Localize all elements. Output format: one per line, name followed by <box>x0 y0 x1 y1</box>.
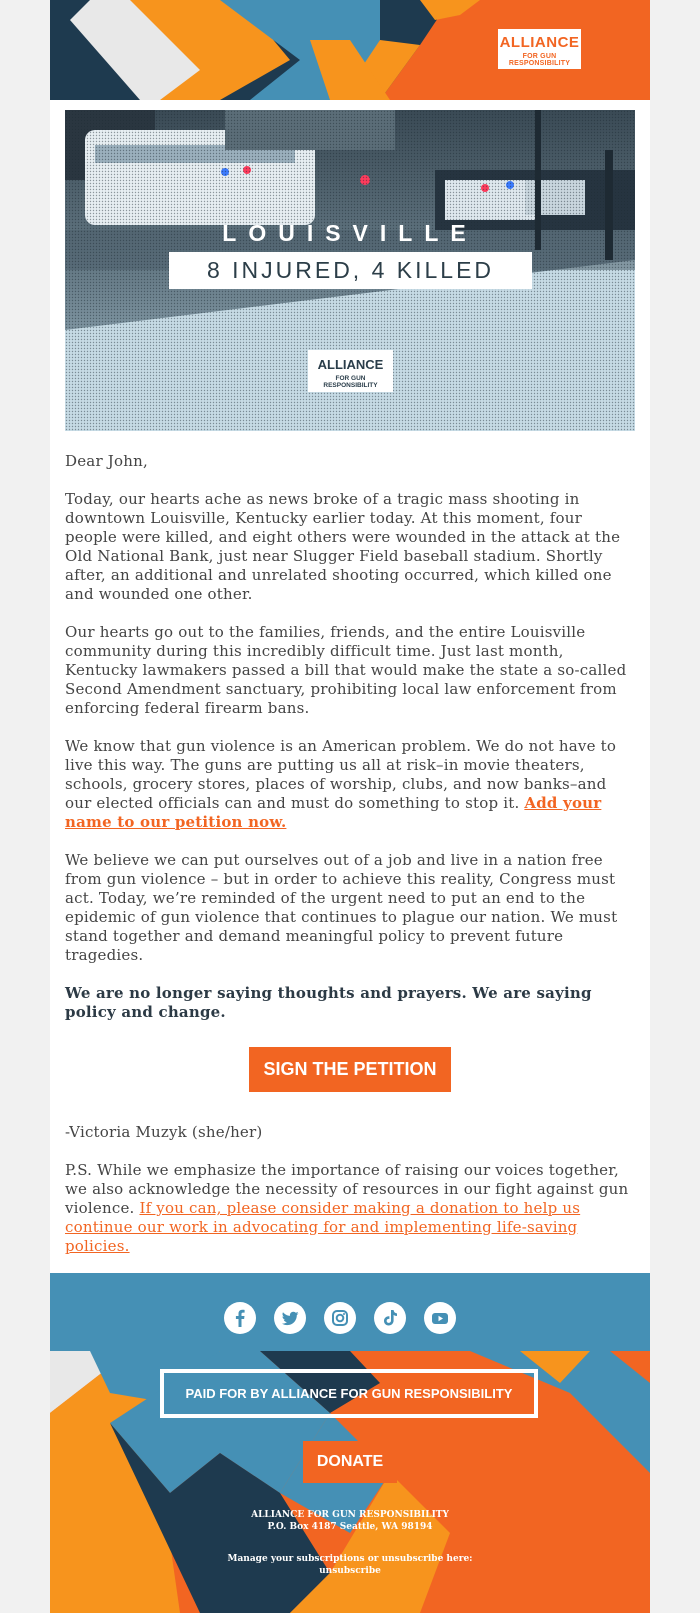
logo-sub-text: FOR GUN RESPONSIBILITY <box>508 53 571 67</box>
header-banner <box>50 0 650 100</box>
twitter-icon[interactable] <box>274 1302 306 1334</box>
unsubscribe-link[interactable]: unsubscribe <box>319 1566 381 1576</box>
greeting: Dear John, <box>65 452 148 470</box>
hero-image[interactable] <box>65 110 635 431</box>
hero-city: LOUISVILLE <box>222 220 478 246</box>
letter-closing <box>65 1123 635 1275</box>
paragraph-1: Today, our hearts ache as news broke of a tragic mass shooting in downtown Louisville, Kentucky earlier today. At this moment, four people were killed, and eight others were wounded in the attack at the Old National Bank, just near Slugger Field baseball stadium. Shortly after, an additional and unrelated shooting occurred, which killed one and wounded one other. <box>65 490 621 603</box>
tiktok-icon[interactable] <box>374 1302 406 1334</box>
signature: -Victoria Muzyk (she/her) <box>65 1123 263 1141</box>
postscript <box>65 1161 635 1256</box>
footer-org-name: ALLIANCE FOR GUN RESPONSIBILITY <box>251 1510 449 1520</box>
sign-petition-button[interactable]: SIGN THE PETITION <box>249 1047 451 1092</box>
paid-for-disclaimer: PAID FOR BY ALLIANCE FOR GUN RESPONSIBILITY <box>160 1369 538 1418</box>
facebook-icon[interactable] <box>224 1302 256 1334</box>
paragraph-4: We believe we can put ourselves out of a job and live in a nation free from gun violence – but in order to achieve this reality, Congress must act. Today, we’re reminded of the urgent need to put an end to the epidemic of gun violence that continues to plague our nation. We must stand together and demand meaningful policy to prevent future tragedies. <box>65 851 618 964</box>
header-logo[interactable] <box>498 29 581 69</box>
petition-link[interactable]: Add your name to our petition now. <box>65 794 602 831</box>
instagram-icon[interactable] <box>324 1302 356 1334</box>
youtube-icon[interactable] <box>424 1302 456 1334</box>
donation-link[interactable]: If you can, please consider making a donation to help us continue our work in advocating for and implementing life-saving policies. <box>65 1199 581 1255</box>
hero-logo-sub: FOR GUN RESPONSIBILITY <box>323 375 378 389</box>
manage-subscriptions-text: Manage your subscriptions or unsubscribe here: <box>227 1554 473 1564</box>
bold-statement: We are no longer saying thoughts and prayers. We are saying policy and change. <box>65 984 592 1021</box>
hero-headline: 8 INJURED, 4 KILLED <box>169 252 532 289</box>
logo-main-text: ALLIANCE <box>499 34 580 51</box>
donate-button[interactable]: DONATE <box>303 1441 397 1483</box>
footer-address: P.O. Box 4187 Seattle, WA 98194 <box>267 1522 433 1532</box>
hero-logo <box>308 350 393 392</box>
email-container <box>50 0 650 1613</box>
paragraph-3-text: We know that gun violence is an American problem. We do not have to live this way. The guns are putting us all at risk–in movie theaters, schools, grocery stores, places of worship, clubs, and now banks–and our elected officials can and must do something to stop it. <box>65 737 617 812</box>
hero-logo-main: ALLIANCE <box>317 357 384 372</box>
postscript-text: P.S. While we emphasize the importance of raising our voices together, we also acknowledge the necessity of resources in our fight against gun violence. <box>65 1161 629 1217</box>
footer <box>50 1273 650 1613</box>
paragraph-3 <box>65 737 635 832</box>
paragraph-2: Our hearts go out to the families, friends, and the entire Louisville community during this incredibly difficult time. Just last month, Kentucky lawmakers passed a bill that would make the state a so-called Second Amendment sanctuary, prohibiting local law enforcement from enforcing federal firearm bans. <box>65 623 627 717</box>
letter-body <box>65 452 635 1041</box>
